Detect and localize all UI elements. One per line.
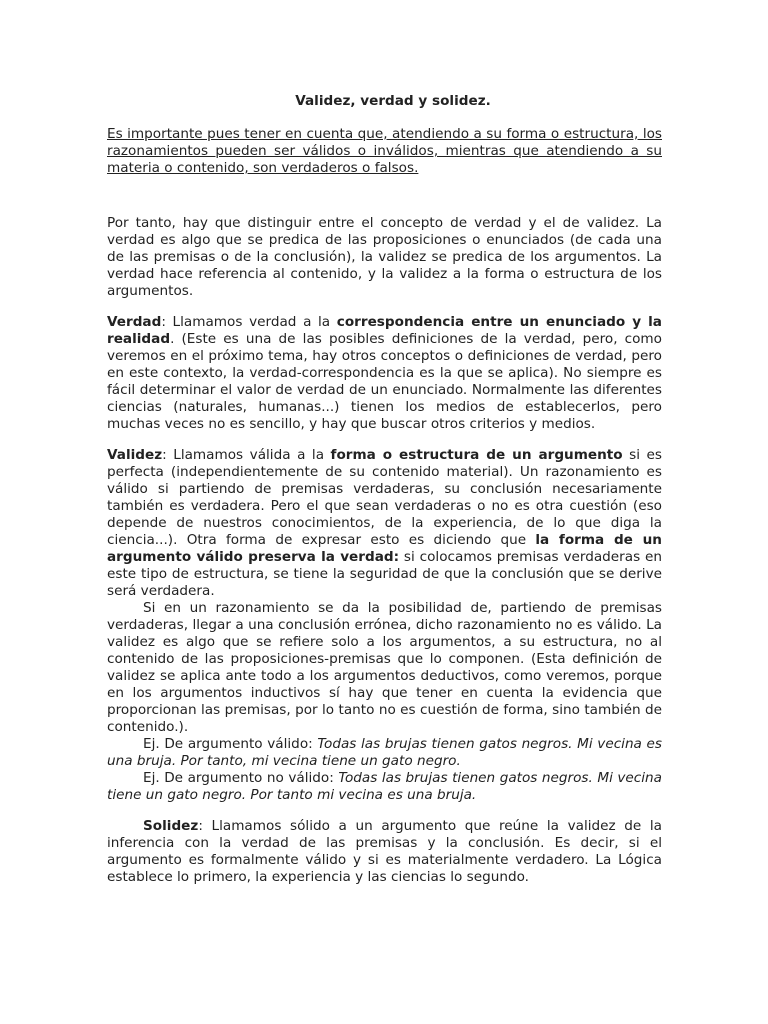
validez-term: Validez	[107, 447, 163, 463]
validez-paragraph-2: Si en un razonamiento se da la posibilidad de, partiendo de premisas verdaderas, llegar a una conclusión errónea, dicho razonamiento no es válido. La validez es algo que se refiere solo a los argumentos, a su estructura, no al contenido de las proposiciones-premisas que lo componen. (Esta definición de validez se aplica ante todo a los argumentos deductivos, como veremos, porque en los argumentos inductivos sí hay que tener en cuenta la evidencia que proporcionan las premisas, por lo tanto no es cuestión de forma, sino también de contenido.).	[107, 600, 662, 735]
spacer	[107, 300, 662, 314]
solidez-paragraph	[107, 818, 662, 886]
solidez-term: Solidez	[143, 818, 199, 834]
intro-paragraph: Es importante pues tener en cuenta que, atendiendo a su forma o estructura, los razonamientos pueden ser válidos o inválidos, mientras que atendiendo a su materia o contenido, son verdaderos o falsos.	[107, 126, 662, 176]
invalid-example-label: Ej. De argumento no válido:	[143, 770, 339, 786]
validez-lead: : Llamamos válida a la	[162, 447, 331, 463]
validez-rest: si colocamos premisas verdaderas en este tipo de estructura, se tiene la seguridad de que la conclusión que se derive será verdadera.	[107, 549, 662, 599]
valid-example-label: Ej. De argumento válido:	[143, 736, 318, 752]
validez-key-statement: la forma de un argumento válido preserva la verdad:	[107, 532, 662, 565]
valid-example	[107, 736, 662, 770]
verdad-term: Verdad	[107, 314, 162, 330]
validez-mid: si es perfecta (independientemente de su contenido material). Un razonamiento es válido si partiendo de premisas verdaderas, su conclusión necesariamente también es verdadera. Pero el que sean verdaderas o no es otra cuestión (eso depende de nuestros conocimientos, de la experiencia, de lo que diga la ciencia...). Otra forma de expresar esto es diciendo que	[107, 447, 662, 548]
valid-example-text: Todas las brujas tienen gatos negros. Mi vecina es una bruja. Por tanto, mi vecina tiene un gato negro.	[107, 736, 662, 769]
solidez-rest: : Llamamos sólido a un argumento que reúne la validez de la inferencia con la verdad de las premisas y la conclusión. Es decir, si el argumento es formalmente válido y si es materialmente verdadero. La Lógica establece lo primero, la experiencia y las ciencias lo segundo.	[107, 818, 662, 885]
document-body	[107, 93, 662, 886]
verdad-lead: : Llamamos verdad a la	[161, 314, 337, 330]
validez-definition: forma o estructura de un argumento	[330, 447, 623, 463]
validez-paragraph	[107, 447, 662, 600]
spacer	[107, 177, 662, 215]
spacer	[107, 804, 662, 818]
document-title: Validez, verdad y solidez.	[295, 93, 491, 109]
distinguish-paragraph: Por tanto, hay que distinguir entre el concepto de verdad y el de validez. La verdad es algo que se predica de las proposiciones o enunciados (de cada una de las premisas o de la conclusión), la validez se predica de los argumentos. La verdad hace referencia al contenido, y la validez a la forma o estructura de los argumentos.	[107, 215, 662, 299]
invalid-example-text: Todas las brujas tienen gatos negros. Mi vecina tiene un gato negro. Por tanto mi vecina es una bruja.	[107, 770, 662, 803]
invalid-example	[107, 770, 662, 804]
spacer	[107, 433, 662, 447]
verdad-definition: correspondencia entre un enunciado y la realidad	[107, 314, 662, 347]
verdad-rest: . (Este es una de las posibles definiciones de la verdad, pero, como veremos en el próximo tema, hay otros conceptos o definiciones de verdad, pero en este contexto, la verdad-correspondencia es la que se aplica). No siempre es fácil determinar el valor de verdad de un enunciado. Normalmente las diferentes ciencias (naturales, humanas...) tienen los medios de establecerlos, pero muchas veces no es sencillo, y hay que buscar otros criterios y medios.	[107, 331, 662, 432]
verdad-paragraph	[107, 314, 662, 433]
